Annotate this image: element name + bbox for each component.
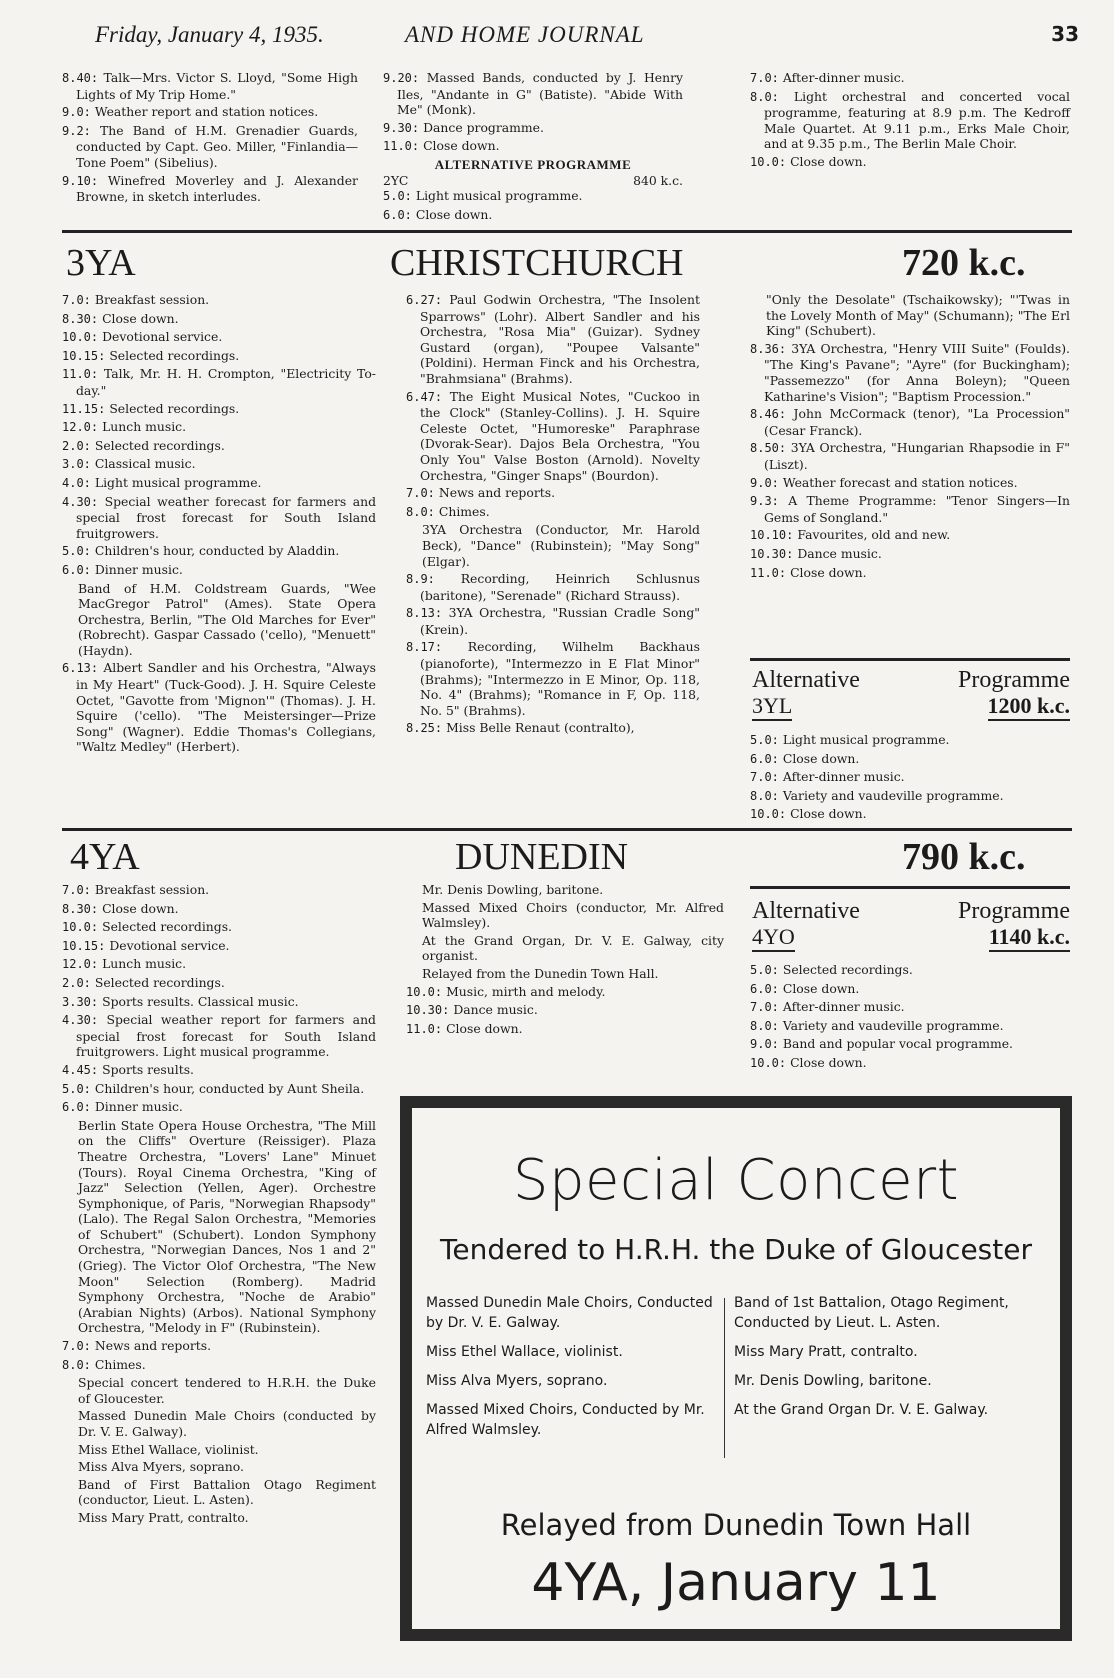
alt-rule (750, 658, 1070, 661)
programme-item (750, 406, 1070, 438)
programme-time: 5.0: (750, 733, 779, 747)
programme-item (62, 975, 376, 992)
alt-station: 2YC (383, 172, 409, 188)
programme-text: Close down. (782, 980, 860, 996)
programme-time: 6.27: (406, 293, 443, 307)
programme-item (62, 456, 376, 473)
programme-time: 7.0: (406, 486, 435, 501)
programme-item (406, 571, 700, 603)
programme-text: Miss Alva Myers, soprano. (78, 1459, 244, 1475)
alternative-programme-header (752, 898, 1070, 954)
ad-subtitle: Tendered to H.R.H. the Duke of Gloucester (440, 1233, 1032, 1266)
programme-item (406, 292, 700, 387)
programme-text: 3YA Orchestra, "Henry VIII Suite" (Foulds). "The King's Pavane"; "Ayre" (for Buckingham); "Passemezzo" (for Anna Boleyn); "Queen Katharine's Vision"; "Baptism Procession." (764, 340, 1070, 404)
programme-item (406, 522, 700, 569)
programme-text: Chimes. (94, 1356, 146, 1372)
programme-item (62, 1375, 376, 1406)
programme-text: 3YA Orchestra (Conductor, Mr. Harold Beck), "Dance" (Rubinstein); "May Song" (Elgar). (422, 522, 700, 569)
alt-word-1: Alternative (752, 898, 860, 924)
programme-text: Close down. (102, 310, 179, 326)
dunedin-alt-programme (750, 962, 1070, 1074)
alternative-programme-title: ALTERNATIVE PROGRAMME (434, 156, 632, 172)
programme-time: 10.10: (750, 528, 794, 543)
programme-text: Classical music. (94, 456, 196, 472)
programme-item (750, 962, 1070, 979)
page-number: 33 (1051, 22, 1079, 46)
programme-text: Close down. (790, 806, 867, 822)
top-column-1 (62, 70, 358, 207)
programme-time: 11.0: (383, 139, 420, 154)
ad-performer: Miss Ethel Wallace, violinist. (426, 1344, 623, 1360)
programme-item (62, 938, 376, 955)
programme-text: Miss Mary Pratt, contralto. (78, 1509, 249, 1525)
programme-text: Devotional service. (102, 329, 223, 345)
programme-text: Miss Belle Renaut (contralto), (446, 720, 635, 736)
programme-item (383, 138, 683, 155)
programme-item (750, 341, 1070, 404)
programme-item (750, 565, 1070, 582)
top-column-2 (383, 70, 683, 225)
programme-time: 8.9: (406, 572, 435, 587)
programme-item (62, 543, 376, 560)
programme-item (750, 440, 1070, 472)
programme-text: Children's hour, conducted by Aunt Sheila. (94, 1080, 365, 1096)
programme-text: Close down. (446, 1020, 523, 1036)
programme-time: 8.0: (750, 89, 779, 104)
programme-text: Variety and vaudeville programme. (782, 787, 1004, 803)
programme-text: Albert Sandler and his Orchestra, "Always in My Heart" (Tuck-Good). J. H. Squire Celeste Octet, "Gavotte from 'Mignon'" (Thomas). J. H. Squire ('cello). "The Meistersinger—Prize Song" (Wagner). Eddie Thomas's Collegians, "Waltz Medley" (Herbert). (76, 660, 376, 755)
programme-time: 6.0: (750, 981, 779, 996)
programme-text: After-dinner music. (782, 999, 905, 1015)
programme-time: 11.0: (406, 1021, 443, 1036)
alt-frequency: 1140 k.c. (989, 924, 1070, 952)
ad-title: Special Concert (512, 1148, 960, 1213)
programme-item (62, 348, 376, 365)
programme-item (62, 1081, 376, 1098)
programme-item (62, 123, 358, 171)
programme-time: 4.30: (62, 494, 99, 509)
programme-item (750, 70, 1070, 87)
programme-item (62, 660, 376, 755)
ad-performer: Massed Dunedin Male Choirs, Conducted by Dr. V. E. Galway. (426, 1295, 713, 1331)
programme-text: Close down. (415, 206, 493, 222)
programme-item (750, 89, 1070, 152)
programme-time: 12.0: (62, 420, 99, 435)
programme-text: Winefred Moverley and J. Alexander Browne, in sketch interludes. (76, 172, 358, 205)
programme-text: John McCormack (tenor), "La Procession" (Cesar Franck). (764, 406, 1070, 438)
ad-performer: Mr. Denis Dowling, baritone. (734, 1373, 932, 1389)
page-header (95, 22, 1079, 52)
programme-text: Mr. Denis Dowling, baritone. (422, 882, 604, 897)
ad-performers-left (426, 1293, 726, 1449)
programme-item (750, 292, 1070, 339)
programme-item (62, 919, 376, 936)
programme-text: Close down. (423, 138, 500, 154)
programme-text: 3YA Orchestra, "Russian Cradle Song" (Krein). (420, 605, 700, 637)
programme-item (62, 494, 376, 542)
programme-time: 6.13: (62, 661, 99, 676)
section-rule (62, 828, 1072, 831)
alt-frequency: 840 k.c. (633, 172, 683, 188)
programme-text: Dinner music. (94, 561, 183, 577)
programme-text: News and reports. (438, 485, 556, 501)
programme-text: Close down. (782, 750, 860, 766)
city-heading: DUNEDIN (455, 836, 629, 878)
programme-item (750, 1055, 1070, 1072)
programme-text: The Band of H.M. Grenadier Guards, conducted by Capt. Geo. Miller, "Finlandia—Tone Poem" (Sibelius). (76, 122, 358, 170)
programme-text: Talk—Mrs. Victor S. Lloyd, "Some High Lights of My Trip Home." (76, 70, 358, 102)
programme-text: Dance music. (797, 545, 882, 561)
programme-text: Variety and vaudeville programme. (782, 1017, 1004, 1033)
programme-time: 8.0: (750, 1018, 779, 1033)
programme-time: 9.0: (750, 475, 779, 490)
programme-time: 2.0: (62, 438, 91, 453)
ad-performers-right (734, 1293, 1054, 1429)
alt-word-2: Programme (958, 667, 1070, 693)
programme-text: After-dinner music. (782, 70, 905, 85)
programme-text: Special concert tendered to H.R.H. the Duke of Gloucester. (78, 1375, 376, 1406)
programme-time: 5.0: (62, 544, 91, 559)
programme-text: Close down. (790, 153, 867, 169)
programme-time: 5.0: (383, 189, 412, 204)
programme-time: 9.10: (62, 173, 99, 188)
section-rule (62, 230, 1072, 233)
programme-text: Lunch music. (102, 956, 187, 972)
programme-item (62, 292, 376, 309)
ad-date: 4YA, January 11 (531, 1553, 941, 1613)
programme-text: Light musical programme. (94, 474, 262, 490)
programme-time: 10.15: (62, 348, 106, 363)
programme-item (750, 1036, 1070, 1053)
programme-text: Special weather forecast for farmers and special frost forecast for South Island fruitgrowers. (76, 493, 376, 541)
programme-item (750, 1018, 1070, 1035)
programme-item (406, 720, 700, 737)
programme-time: 6.0: (383, 207, 412, 222)
programme-text: News and reports. (94, 1338, 212, 1354)
programme-time: 10.0: (62, 920, 99, 935)
programme-time: 9.0: (62, 105, 91, 120)
programme-text: Massed Dunedin Male Choirs (conducted by Dr. V. E. Galway). (78, 1408, 376, 1439)
programme-time: 6.0: (62, 1100, 91, 1115)
programme-text: Devotional service. (109, 937, 230, 953)
programme-text: "Only the Desolate" (Tschaikowsky); "'Twas in the Lovely Month of May" (Schumann); "The Erl King" (Schubert). (766, 292, 1070, 339)
programme-text: Band and popular vocal programme. (782, 1036, 1013, 1052)
programme-item (750, 981, 1070, 998)
ad-performer: Miss Alva Myers, soprano. (426, 1373, 608, 1389)
programme-item (62, 1338, 376, 1355)
programme-text: Special weather report for farmers and special frost forecast for South Island fruitgrowers. Light musical programme. (76, 1012, 376, 1060)
programme-item (62, 419, 376, 436)
programme-time: 6.0: (750, 751, 779, 766)
programme-item (750, 732, 1070, 749)
programme-time: 7.0: (62, 293, 91, 307)
programme-item (62, 366, 376, 398)
ad-performer: Massed Mixed Choirs, Conducted by Mr. Alfred Walmsley. (426, 1402, 705, 1438)
programme-item (62, 1510, 376, 1526)
ad-performer: Band of 1st Battalion, Otago Regiment, Conducted by Lieut. L. Asten. (734, 1295, 1009, 1331)
programme-item (406, 966, 724, 982)
programme-item (383, 120, 683, 137)
programme-time: 6.47: (406, 389, 443, 404)
programme-item (62, 956, 376, 973)
programme-text: Massed Mixed Choirs (conductor, Mr. Alfred Walmsley). (422, 899, 724, 931)
christchurch-column-3 (750, 292, 1070, 583)
programme-time: 9.2: (62, 123, 91, 138)
programme-item (406, 639, 700, 718)
programme-time: 10.15: (62, 938, 106, 953)
programme-item (62, 1442, 376, 1458)
programme-time: 2.0: (62, 975, 91, 990)
programme-text: Recording, Heinrich Schlusnus (baritone), "Serenade" (Richard Strauss). (420, 571, 700, 603)
programme-item (62, 1012, 376, 1060)
programme-item (62, 901, 376, 918)
programme-item (62, 994, 376, 1011)
programme-time: 9.20: (383, 71, 420, 85)
programme-item (62, 581, 376, 659)
programme-text: Lunch music. (102, 419, 187, 435)
ad-relay-note: Relayed from Dunedin Town Hall (500, 1508, 972, 1542)
programme-item (406, 389, 700, 484)
programme-text: Chimes. (438, 503, 490, 519)
programme-item (383, 188, 683, 205)
programme-text: Sports results. Classical music. (102, 993, 299, 1009)
programme-time: 7.0: (750, 1000, 779, 1015)
programme-text: After-dinner music. (782, 769, 905, 785)
programme-text: Selected recordings. (109, 347, 240, 363)
station-call-sign: 3YA (66, 242, 136, 284)
programme-text: Music, mirth and melody. (446, 983, 606, 999)
programme-time: 4.30: (62, 1013, 99, 1028)
programme-item (62, 70, 358, 102)
top-column-3 (750, 70, 1070, 173)
dunedin-column-1 (62, 882, 376, 1528)
dunedin-column-2 (406, 882, 724, 1039)
alternative-station-row (383, 173, 683, 189)
programme-item (406, 933, 724, 964)
programme-text: Light musical programme. (782, 732, 950, 747)
programme-time: 8.30: (62, 901, 99, 916)
programme-text: Selected recordings. (782, 962, 913, 977)
programme-time: 10.30: (406, 1003, 450, 1018)
programme-item (62, 329, 376, 346)
programme-item (62, 438, 376, 455)
programme-time: 7.0: (750, 770, 779, 785)
programme-item (750, 493, 1070, 525)
programme-text: Relayed from the Dunedin Town Hall. (422, 965, 659, 981)
programme-item (383, 207, 683, 224)
programme-item (406, 605, 700, 637)
programme-text: Band of First Battalion Otago Regiment (conductor, Lieut. L. Asten). (78, 1476, 376, 1508)
programme-item (383, 70, 683, 118)
city-heading: CHRISTCHURCH (390, 242, 684, 284)
programme-item (750, 751, 1070, 768)
programme-item (406, 504, 700, 521)
programme-time: 9.0: (750, 1037, 779, 1052)
programme-text: Selected recordings. (109, 400, 240, 416)
programme-item (62, 562, 376, 579)
programme-time: 7.0: (62, 1339, 91, 1354)
programme-item (750, 154, 1070, 171)
ad-performer: Miss Mary Pratt, contralto. (734, 1344, 918, 1360)
frequency-heading: 720 k.c. (902, 242, 1026, 284)
christchurch-column-2 (406, 292, 700, 739)
programme-text: Selected recordings. (94, 974, 225, 990)
programme-text: Weather forecast and station notices. (782, 474, 1018, 490)
programme-time: 7.0: (62, 883, 91, 897)
alternative-programme-header (752, 667, 1070, 723)
programme-text: Close down. (102, 900, 179, 916)
programme-item (750, 806, 1070, 823)
programme-text: The Eight Musical Notes, "Cuckoo in the Clock" (Stanley-Collins). J. H. Squire Celeste Octet, "Humoreske" Paraphrase (Dvorak-Sear). Dajos Bela Orchestra, "You Only You" Valse Boston (Arnold). Novelty Orchestra, "Ginger Snaps" (Bourdon). (420, 388, 700, 483)
programme-text: Breakfast session. (94, 292, 210, 307)
programme-text: Miss Ethel Wallace, violinist. (78, 1441, 259, 1457)
alt-station: 3YL (752, 693, 792, 721)
programme-time: 8.25: (406, 721, 443, 736)
programme-time: 11.0: (62, 367, 99, 382)
programme-text: Selected recordings. (94, 437, 225, 453)
programme-text: Children's hour, conducted by Aladdin. (94, 543, 340, 559)
programme-item (750, 475, 1070, 492)
christchurch-column-1 (62, 292, 376, 757)
programme-item (62, 311, 376, 328)
programme-item (406, 900, 724, 931)
programme-text: Dinner music. (94, 1099, 183, 1115)
alt-rule (750, 886, 1070, 889)
programme-item (406, 984, 724, 1001)
programme-item (62, 882, 376, 899)
programme-item (62, 1459, 376, 1475)
programme-time: 8.30: (62, 311, 99, 326)
programme-text: Light orchestral and concerted vocal programme, featuring at 8.9 p.m. The Kedroff Male Quartet. At 9.11 p.m., Erks Male Choir, and at 9.35 p.m., The Berlin Male Choir. (764, 88, 1070, 152)
programme-item (750, 999, 1070, 1016)
programme-text: Dance music. (453, 1002, 538, 1018)
programme-item (406, 1002, 724, 1019)
programme-text: Close down. (790, 564, 867, 580)
programme-time: 8.0: (406, 504, 435, 519)
programme-time: 8.17: (406, 640, 443, 655)
programme-time: 10.0: (406, 984, 443, 999)
programme-text: Talk, Mr. H. H. Crompton, "Electricity To-day." (76, 366, 376, 398)
programme-item (62, 1408, 376, 1439)
programme-text: Selected recordings. (102, 919, 232, 935)
station-call-sign: 4YA (70, 836, 140, 878)
programme-item (750, 788, 1070, 805)
programme-item (406, 485, 700, 502)
programme-time: 9.30: (383, 120, 420, 135)
programme-item (750, 527, 1070, 544)
programme-item (62, 1477, 376, 1508)
programme-time: 10.0: (62, 330, 99, 345)
alt-frequency: 1200 k.c. (988, 693, 1071, 721)
programme-item (62, 1062, 376, 1079)
programme-time: 7.0: (750, 71, 779, 85)
programme-text: Dance programme. (423, 119, 544, 135)
programme-item (62, 475, 376, 492)
programme-time: 10.0: (750, 1055, 787, 1070)
programme-time: 8.0: (750, 788, 779, 803)
alt-word-2: Programme (958, 898, 1070, 924)
programme-text: Berlin State Opera House Orchestra, "The Mill on the Cliffs" Overture (Reissiger). Plaza Theatre Orchestra, "Lovers' Lane" Minuet (Tours). Royal Cinema Orchestra, "King of Jazz" Selection (Yellen, Ager). Orchestre Symphonique, of Paris, "Norwegian Rhapsody" (Lalo). The Regal Salon Orchestra, "Memories of Schubert" (Schubert). London Symphony Orchestra, "Norwegian Dances, Nos 1 and 2" (Grieg). The Victor Olof Orchestra, "The New Moon" Selection (Romberg). Madrid Symphony Orchestra, "Noche de Arabio" (Arabian Nights) (Arbos). National Symphony Orchestra, "Melody in F" (Rubinstein). (78, 1117, 376, 1336)
programme-time: 4.45: (62, 1062, 99, 1077)
programme-time: 6.0: (62, 562, 91, 577)
journal-title: AND HOME JOURNAL (405, 22, 645, 47)
special-concert-advertisement (400, 1096, 1072, 1641)
alt-station: 4YO (752, 924, 795, 952)
programme-time: 5.0: (750, 963, 779, 977)
programme-text: 3YA Orchestra, "Hungarian Rhapsodie in F" (Liszt). (764, 440, 1070, 472)
programme-time: 11.15: (62, 401, 106, 416)
programme-text: At the Grand Organ, Dr. V. E. Galway, city organist. (422, 932, 724, 964)
programme-time: 12.0: (62, 957, 99, 972)
programme-item (406, 882, 724, 898)
programme-item (406, 1021, 724, 1038)
programme-time: 11.0: (750, 565, 787, 580)
programme-item (62, 401, 376, 418)
programme-time: 8.36: (750, 341, 787, 356)
programme-time: 4.0: (62, 475, 91, 490)
programme-time: 10.0: (750, 807, 787, 822)
programme-time: 8.13: (406, 606, 443, 621)
programme-text: Light musical programme. (415, 188, 583, 204)
programme-time: 10.0: (750, 154, 787, 169)
programme-time: 3.0: (62, 457, 91, 472)
programme-time: 8.46: (750, 407, 787, 422)
programme-item (62, 1357, 376, 1374)
programme-text: Recording, Wilhelm Backhaus (pianoforte), "Intermezzo in E Flat Minor" (Brahms); "Intermezzo in E Minor, Op. 118, No. 4" (Brahms); "Romance in F, Op. 118, No. 5" (Brahms). (420, 639, 700, 718)
programme-time: 9.3: (750, 494, 779, 509)
programme-item (750, 546, 1070, 563)
programme-time: 10.30: (750, 546, 794, 561)
programme-text: Breakfast session. (94, 882, 210, 897)
programme-text: Band of H.M. Coldstream Guards, "Wee MacGregor Patrol" (Ames). State Opera Orchestra, Berlin, "The Old Marches for Ever" (Robrecht). Gaspar Cassado ('cello), "Menuett" (Haydn). (78, 580, 376, 658)
programme-time: 8.50: (750, 441, 787, 456)
programme-text: Massed Bands, conducted by J. Henry Iles, "Andante in G" (Batiste). "Abide With Me" (Monk). (397, 70, 683, 118)
frequency-heading: 790 k.c. (902, 836, 1026, 878)
programme-text: Weather report and station notices. (94, 104, 319, 120)
programme-text: Sports results. (102, 1061, 194, 1077)
christchurch-alt-programme (750, 732, 1070, 825)
programme-item (62, 104, 358, 121)
programme-text: Paul Godwin Orchestra, "The Insolent Sparrows" (Lohr). Albert Sandler and his Orchestra, "Rosa Mia" (Guizar). Sydney Gustard (organ), "Poupee Valsante" (Poldini). Herman Finck and his Orchestra, "Brahmsiana" (Brahms). (420, 292, 700, 386)
programme-item (62, 173, 358, 205)
programme-time: 8.40: (62, 71, 99, 85)
programme-text: A Theme Programme: "Tenor Singers—In Gems of Songland." (764, 493, 1070, 525)
programme-item (62, 1099, 376, 1116)
ad-divider (724, 1298, 725, 1458)
programme-text: Close down. (790, 1054, 867, 1070)
programme-item (62, 1118, 376, 1336)
ad-performer: At the Grand Organ Dr. V. E. Galway. (734, 1402, 989, 1418)
programme-text: Favourites, old and new. (797, 527, 951, 543)
programme-time: 3.30: (62, 994, 99, 1009)
programme-time: 8.0: (62, 1357, 91, 1372)
alt-word-1: Alternative (752, 667, 860, 693)
issue-date: Friday, January 4, 1935. (95, 22, 324, 47)
programme-item (750, 769, 1070, 786)
programme-time: 5.0: (62, 1081, 91, 1096)
